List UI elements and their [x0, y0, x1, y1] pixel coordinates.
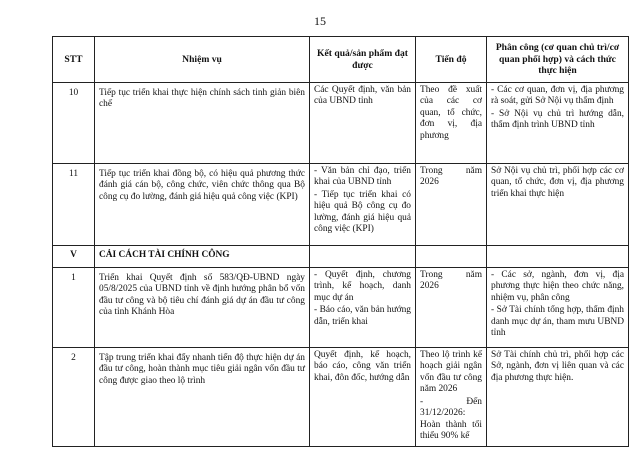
assignment-line: Sở Nội vụ chủ trì, phối hợp các cơ quan, tổ chức, đơn vị, địa phương triển khai thực hiện — [491, 166, 624, 199]
section-row — [53, 246, 629, 268]
progress-line: Theo lộ trình kế hoạch giải ngân vốn đầu tư công năm 2026 — [420, 350, 482, 395]
row-stt: 2 — [53, 348, 95, 447]
header-assignment: Phân công (cơ quan chủ trì/cơ quan phối hợp) và cách thức thực hiện — [487, 37, 629, 83]
progress-line: - Đến 31/12/2026: Hoàn thành tối thiểu 90% kế — [420, 396, 482, 442]
assignment-line: - Sở Tài chính tổng hợp, thẩm định danh mục dự án, tham mưu UBND tỉnh — [491, 305, 624, 339]
row-progress — [416, 164, 487, 246]
assignment-line: Sở Tài chính chủ trì, phối hợp các Sở, ngành, đơn vị liên quan và các địa phương thực hiện. — [491, 350, 624, 383]
row-task: Triển khai Quyết định số 583/QĐ-UBND ngày 05/8/2025 của UBND tỉnh về định hướng phân bổ vốn đầu tư công và bộ tiêu chí đánh giá dự án đầu tư công của tỉnh Khánh Hòa — [95, 268, 310, 348]
result-line: Quyết định, kế hoạch, báo cáo, công văn triển khai, đôn đốc, hướng dẫn — [314, 350, 411, 383]
result-line: - Tiếp tục triển khai có hiệu quả Bộ công cụ đo lường, đánh giá hiệu quả công việc (KPI) — [314, 189, 411, 235]
progress-line: Theo đề xuất của các cơ quan, tổ chức, đơn vị, địa phương — [420, 85, 482, 141]
row-stt: 1 — [53, 268, 95, 348]
section-title: CẢI CÁCH TÀI CHÍNH CÔNG — [95, 246, 310, 268]
result-line: - Quyết định, chương trình, kế hoạch, danh mục dự án — [314, 270, 411, 303]
row-stt: 11 — [53, 164, 95, 246]
page-number: 15 — [314, 14, 326, 28]
row-task: Tiếp tục triển khai đồng bộ, có hiệu quả phương thức đánh giá cán bộ, công chức, viên chức thông qua Bộ công cụ đo lường, đánh giá hiệu quả công việc (KPI) — [95, 164, 310, 246]
result-line: - Báo cáo, văn bản hướng dẫn, triển khai — [314, 305, 411, 327]
row-assignment — [487, 83, 629, 164]
progress-line: Trong năm 2026 — [420, 270, 482, 292]
row-assignment — [487, 164, 629, 246]
table-header-row — [53, 37, 629, 83]
progress-line: Trong năm 2026 — [420, 166, 482, 188]
section-number: V — [53, 246, 95, 268]
assignment-line: - Các cơ quan, đơn vị, địa phương rà soát, gửi Sở Nội vụ thẩm định — [491, 85, 624, 107]
row-result — [310, 268, 416, 348]
row-assignment — [487, 348, 629, 447]
row-stt: 10 — [53, 83, 95, 164]
header-task: Nhiệm vụ — [95, 37, 310, 83]
result-line: Các Quyết định, văn bản của UBND tỉnh — [314, 85, 411, 107]
task-table — [52, 36, 629, 447]
header-progress: Tiến độ — [416, 37, 487, 83]
row-result — [310, 348, 416, 447]
row-task: Tiếp tục triển khai thực hiện chính sách tinh giản biên chế — [95, 83, 310, 164]
assignment-line: - Sở Nội vụ chủ trì hướng dẫn, thẩm định trình UBND tỉnh — [491, 108, 624, 131]
section-empty-cell — [487, 246, 629, 268]
result-line: - Văn bản chỉ đạo, triển khai của UBND tỉnh — [314, 166, 411, 188]
table-row — [53, 348, 629, 447]
table-row — [53, 164, 629, 246]
row-progress — [416, 268, 487, 348]
table-row — [53, 268, 629, 348]
section-empty-cell — [416, 246, 487, 268]
header-result: Kết quả/sản phẩm đạt được — [310, 37, 416, 83]
row-progress — [416, 83, 487, 164]
section-empty-cell — [310, 246, 416, 268]
table-row — [53, 83, 629, 164]
row-assignment — [487, 268, 629, 348]
row-result — [310, 83, 416, 164]
row-task: Tập trung triển khai đẩy nhanh tiến độ thực hiện dự án đầu tư công, hoàn thành mục tiêu giải ngân vốn đầu tư công được giao theo lộ trình — [95, 348, 310, 447]
assignment-line: - Các sở, ngành, đơn vị, địa phương thực hiện theo chức năng, nhiệm vụ, phân công — [491, 270, 624, 303]
row-result — [310, 164, 416, 246]
header-stt: STT — [53, 37, 95, 83]
row-progress — [416, 348, 487, 447]
